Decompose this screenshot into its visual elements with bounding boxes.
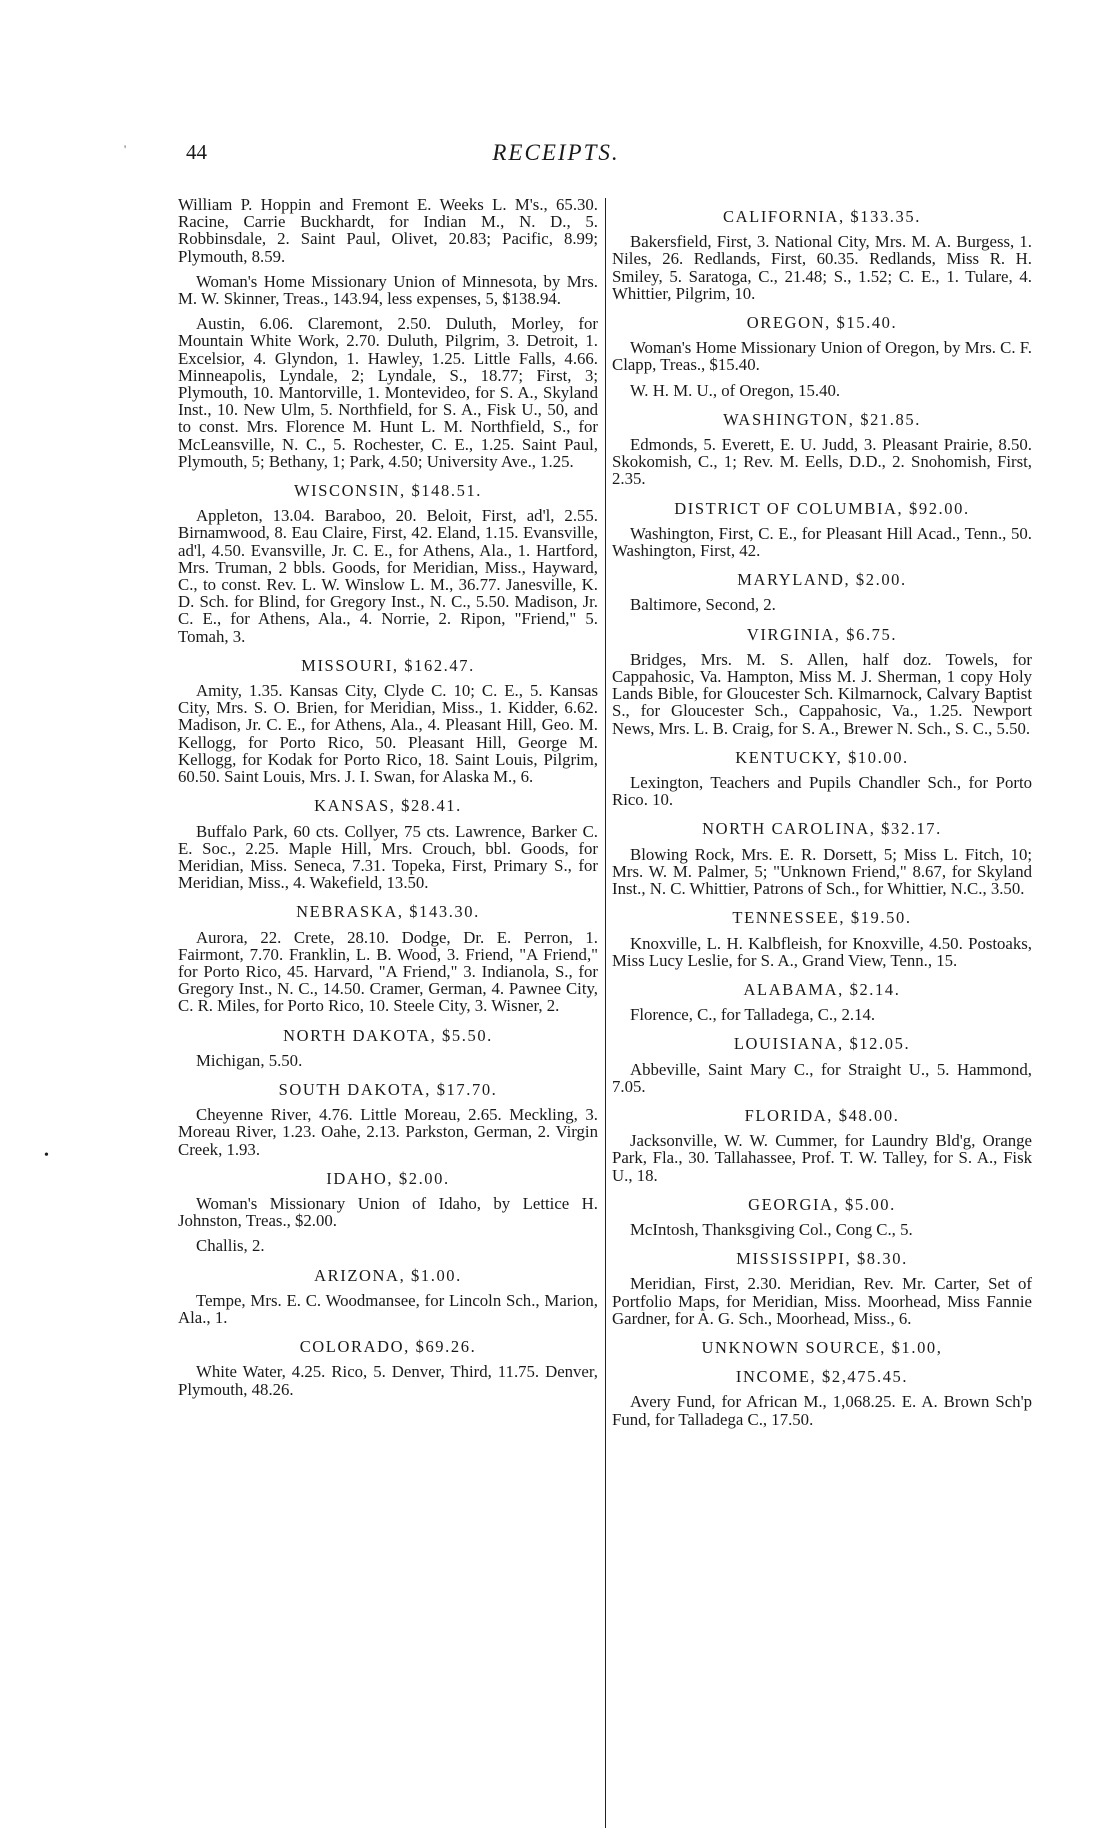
wisconsin-entry: Appleton, 13.04. Baraboo, 20. Beloit, First, ad'l, 2.55. Birnamwood, 8. Eau Claire, First, 42. Eland, 1.15. Evansville, ad'l, 4.50. Evansville, Jr. C. E., for Athens, Ala., 1. Hartford, Mrs. Truman, 2 bbls. Goods, for Meridian, Miss., Hayward, C., to const. Rev. L. W. Winslow L. M., 36.77. Janesville, K. D. Sch. for Blind, for Gregory Inst., N. C., 5.50. Madison, Jr. C. E., for Athens, Ala., 4. Norrie, 2. Ripon, "Friend," 5. Tomah, 3. bbox=[178, 506, 598, 646]
california-heading: CALIFORNIA, $133.35. bbox=[723, 207, 921, 226]
north-dakota-entry: Michigan, 5.50. bbox=[196, 1050, 303, 1070]
missouri-heading: MISSOURI, $162.47. bbox=[301, 655, 475, 675]
kansas-entry: Buffalo Park, 60 cts. Collyer, 75 cts. Lawrence, Barker C. E. Soc., 2.25. Maple Hill, Mrs. Crouch, bbl. Goods, for Meridian, Miss. Seneca, 7.31. Topeka, First, Primary S., for Meridian, Miss., 4. Wakefield, 13.50. bbox=[178, 821, 598, 893]
washington-entry: Edmonds, 5. Everett, E. U. Judd, 3. Pleasant Prairie, 8.50. Skokomish, C., 1; Rev. M. Eells, D.D., 2. Snohomish, First, 2.35. bbox=[612, 435, 1032, 489]
louisiana-heading: LOUISIANA, $12.05. bbox=[733, 1034, 911, 1054]
alabama-heading: ALABAMA, $2.14. bbox=[743, 979, 901, 999]
california-entry: Bakersfield, First, 3. National City, Mrs. M. A. Burgess, 1. Niles, 26. Redlands, First, 60.35. Redlands, Miss R. H. Smiley, 5. Saratoga, C., 21.48; S., 1.52; C. E., 1. Tulare, 4. Whittier, Pilgrim, 10. bbox=[612, 232, 1032, 303]
column-rule bbox=[605, 198, 606, 1828]
page-number: 44 bbox=[186, 140, 207, 164]
income-entry: Avery Fund, for African M., 1,068.25. E. A. Brown Sch'p Fund, for Talladega C., 17.50. bbox=[612, 1392, 1032, 1429]
north-dakota-heading: NORTH DAKOTA, $5.50. bbox=[283, 1025, 493, 1045]
idaho-heading: IDAHO, $2.00. bbox=[326, 1168, 450, 1188]
arizona-entry: Tempe, Mrs. E. C. Woodmansee, for Lincoln Sch., Marion, Ala., 1. bbox=[178, 1290, 598, 1327]
maryland-entry: Baltimore, Second, 2. bbox=[630, 595, 776, 615]
idaho-entry-1: Woman's Missionary Union of Idaho, by Lettice H. Johnston, Treas., $2.00. bbox=[178, 1193, 598, 1231]
north-carolina-entry: Blowing Rock, Mrs. E. R. Dorsett, 5; Miss L. Fitch, 10; Mrs. W. M. Palmer, 5; "Unknown Friend," 8.67, for Skyland Inst., N. C. Whittier, Patrons of Sch., for Whittier, N.C., 3.50. bbox=[612, 844, 1032, 899]
north-carolina-heading: NORTH CAROLINA, $32.17. bbox=[702, 819, 942, 839]
florida-entry: Jacksonville, W. W. Cummer, for Laundry Bld'g, Orange Park, Fla., 30. Tallahassee, Prof. T. W. Talley, for S. A., Fisk U., 18. bbox=[612, 1131, 1032, 1185]
idaho-entry-2: Challis, 2. bbox=[196, 1236, 265, 1256]
arizona-heading: ARIZONA, $1.00. bbox=[314, 1265, 462, 1285]
virginia-entry: Bridges, Mrs. M. S. Allen, half doz. Towels, for Cappahosic, Va. Hampton, Miss M. J. Sherman, 1 copy Holy Lands Bible, for Gloucester Sch. Kilmarnock, Calvary Baptist S., for Gloucester Sch., Cappahosic, Va., 1.25. Newport News, Mrs. L. B. Craig, for S. A., Brewer N. Sch., S. C., 5.50. bbox=[612, 649, 1032, 738]
wisconsin-heading: WISCONSIN, $148.51. bbox=[293, 481, 483, 501]
south-dakota-heading: SOUTH DAKOTA, $17.70. bbox=[278, 1079, 498, 1099]
mississippi-entry: Meridian, First, 2.30. Meridian, Rev. Mr. Carter, Set of Portfolio Maps, for Meridian, Miss. Moorhead, Miss Fannie Gardner, for A. G. Sch., Moorhead, Miss., 6. bbox=[612, 1274, 1032, 1328]
margin-bullet: • bbox=[44, 1148, 49, 1163]
nebraska-entry: Aurora, 22. Crete, 28.10. Dodge, Dr. E. Perron, 1. Fairmont, 7.70. Franklin, L. B. Wood, 3. Friend, "A Friend," for Porto Rico, 45. Harvard, "A Friend," 3. Indianola, S., for Gregory Inst., N. C., 14.50. Cramer, German, 4. Pawnee City, C. R. Miles, for Porto Rico, 10. Steele City, 3. Wisner, 2. bbox=[178, 927, 598, 1016]
missouri-entry: Amity, 1.35. Kansas City, Clyde C. 10; C. E., 5. Kansas City, Mrs. S. O. Brien, for Meridian, Miss., 1. Kidder, 6.62. Madison, Jr. C. E., for Athens, Ala., 4. Pleasant Hill, Geo. M. Kellogg, for Porto Rico, 50. Pleasant Hill, George M. Kellogg, for Kodak for Porto Rico, 18. Saint Louis, Pilgrim, 60.50. Saint Louis, Mrs. J. I. Swan, for Alaska M., 6. bbox=[178, 681, 598, 787]
kentucky-heading: KENTUCKY, $10.00. bbox=[735, 747, 909, 767]
income-heading: INCOME, $2,475.45. bbox=[735, 1367, 909, 1387]
dc-entry: Washington, First, C. E., for Pleasant Hill Acad., Tenn., 50. Washington, First, 42. bbox=[612, 523, 1032, 561]
oregon-entry-2: W. H. M. U., of Oregon, 15.40. bbox=[630, 380, 841, 400]
washington-heading: WASHINGTON, $21.85. bbox=[723, 409, 921, 429]
kansas-heading: KANSAS, $28.41. bbox=[314, 796, 462, 816]
right-column bbox=[612, 196, 1032, 1436]
mississippi-heading: MISSISSIPPI, $8.30. bbox=[736, 1249, 908, 1269]
maryland-heading: MARYLAND, $2.00. bbox=[737, 570, 907, 590]
florida-heading: FLORIDA, $48.00. bbox=[744, 1105, 900, 1125]
unknown-source-heading: UNKNOWN SOURCE, $1.00, bbox=[701, 1337, 943, 1357]
minnesota-entry-1: William P. Hoppin and Fremont E. Weeks L. M's., 65.30. Racine, Carrie Buckhardt, for Indian M., N. D., 5. Robbinsdale, 2. Saint Paul, Olivet, 20.83; Pacific, 8.99; Plymouth, 8.59. bbox=[178, 195, 598, 266]
alabama-entry: Florence, C., for Talladega, C., 2.14. bbox=[630, 1005, 876, 1025]
dc-heading: DISTRICT OF COLUMBIA, $92.00. bbox=[674, 498, 970, 518]
colorado-entry: White Water, 4.25. Rico, 5. Denver, Third, 11.75. Denver, Plymouth, 48.26. bbox=[178, 1362, 598, 1399]
left-column bbox=[178, 196, 598, 1406]
nebraska-heading: NEBRASKA, $143.30. bbox=[296, 902, 480, 922]
virginia-heading: VIRGINIA, $6.75. bbox=[746, 624, 898, 644]
louisiana-entry: Abbeville, Saint Mary C., for Straight U., 5. Hammond, 7.05. bbox=[612, 1059, 1032, 1096]
minnesota-entry-3: Austin, 6.06. Claremont, 2.50. Duluth, Morley, for Mountain White Work, 2.70. Duluth, Pilgrim, 3. Detroit, 1. Excelsior, 4. Glyndon, 1. Hawley, 1.25. Little Falls, 4.66. Minneapolis, Lyndale, 2; Lyndale, S., 18.77; First, 3; Plymouth, 10. Mantorville, 1. Montevideo, for S. A., Skyland Inst., 10. New Ulm, 5. Northfield, for S. A., Fisk U., 50, and to const. Mrs. Florence M. Hunt L. M. Northfield, S., for McLeansville, N. C., 5. Rochester, C. E., 1.25. Saint Paul, Plymouth, 5; Bethany, 1; Park, 4.50; University Ave., 1.25. bbox=[178, 314, 598, 471]
kentucky-entry: Lexington, Teachers and Pupils Chandler Sch., for Porto Rico. 10. bbox=[612, 773, 1032, 810]
georgia-heading: GEORGIA, $5.00. bbox=[748, 1194, 896, 1214]
oregon-heading: OREGON, $15.40. bbox=[746, 313, 898, 333]
minnesota-entry-2: Woman's Home Missionary Union of Minnesota, by Mrs. M. W. Skinner, Treas., 143.94, less expenses, 5, $138.94. bbox=[178, 271, 598, 309]
tennessee-heading: TENNESSEE, $19.50. bbox=[732, 908, 912, 928]
running-title: RECEIPTS. bbox=[492, 140, 620, 165]
oregon-entry-1: Woman's Home Missionary Union of Oregon, by Mrs. C. F. Clapp, Treas., $15.40. bbox=[612, 338, 1032, 375]
margin-mark: ' bbox=[124, 142, 127, 156]
south-dakota-entry: Cheyenne River, 4.76. Little Moreau, 2.65. Meckling, 3. Moreau River, 1.23. Oahe, 2.13. Parkston, German, 2. Virgin Creek, 1.93. bbox=[178, 1105, 598, 1159]
tennessee-entry: Knoxville, L. H. Kalbfleish, for Knoxville, 4.50. Postoaks, Miss Lucy Leslie, for S. A., Grand View, Tenn., 15. bbox=[612, 933, 1032, 970]
colorado-heading: COLORADO, $69.26. bbox=[299, 1337, 477, 1357]
georgia-entry: McIntosh, Thanksgiving Col., Cong C., 5. bbox=[630, 1219, 913, 1239]
